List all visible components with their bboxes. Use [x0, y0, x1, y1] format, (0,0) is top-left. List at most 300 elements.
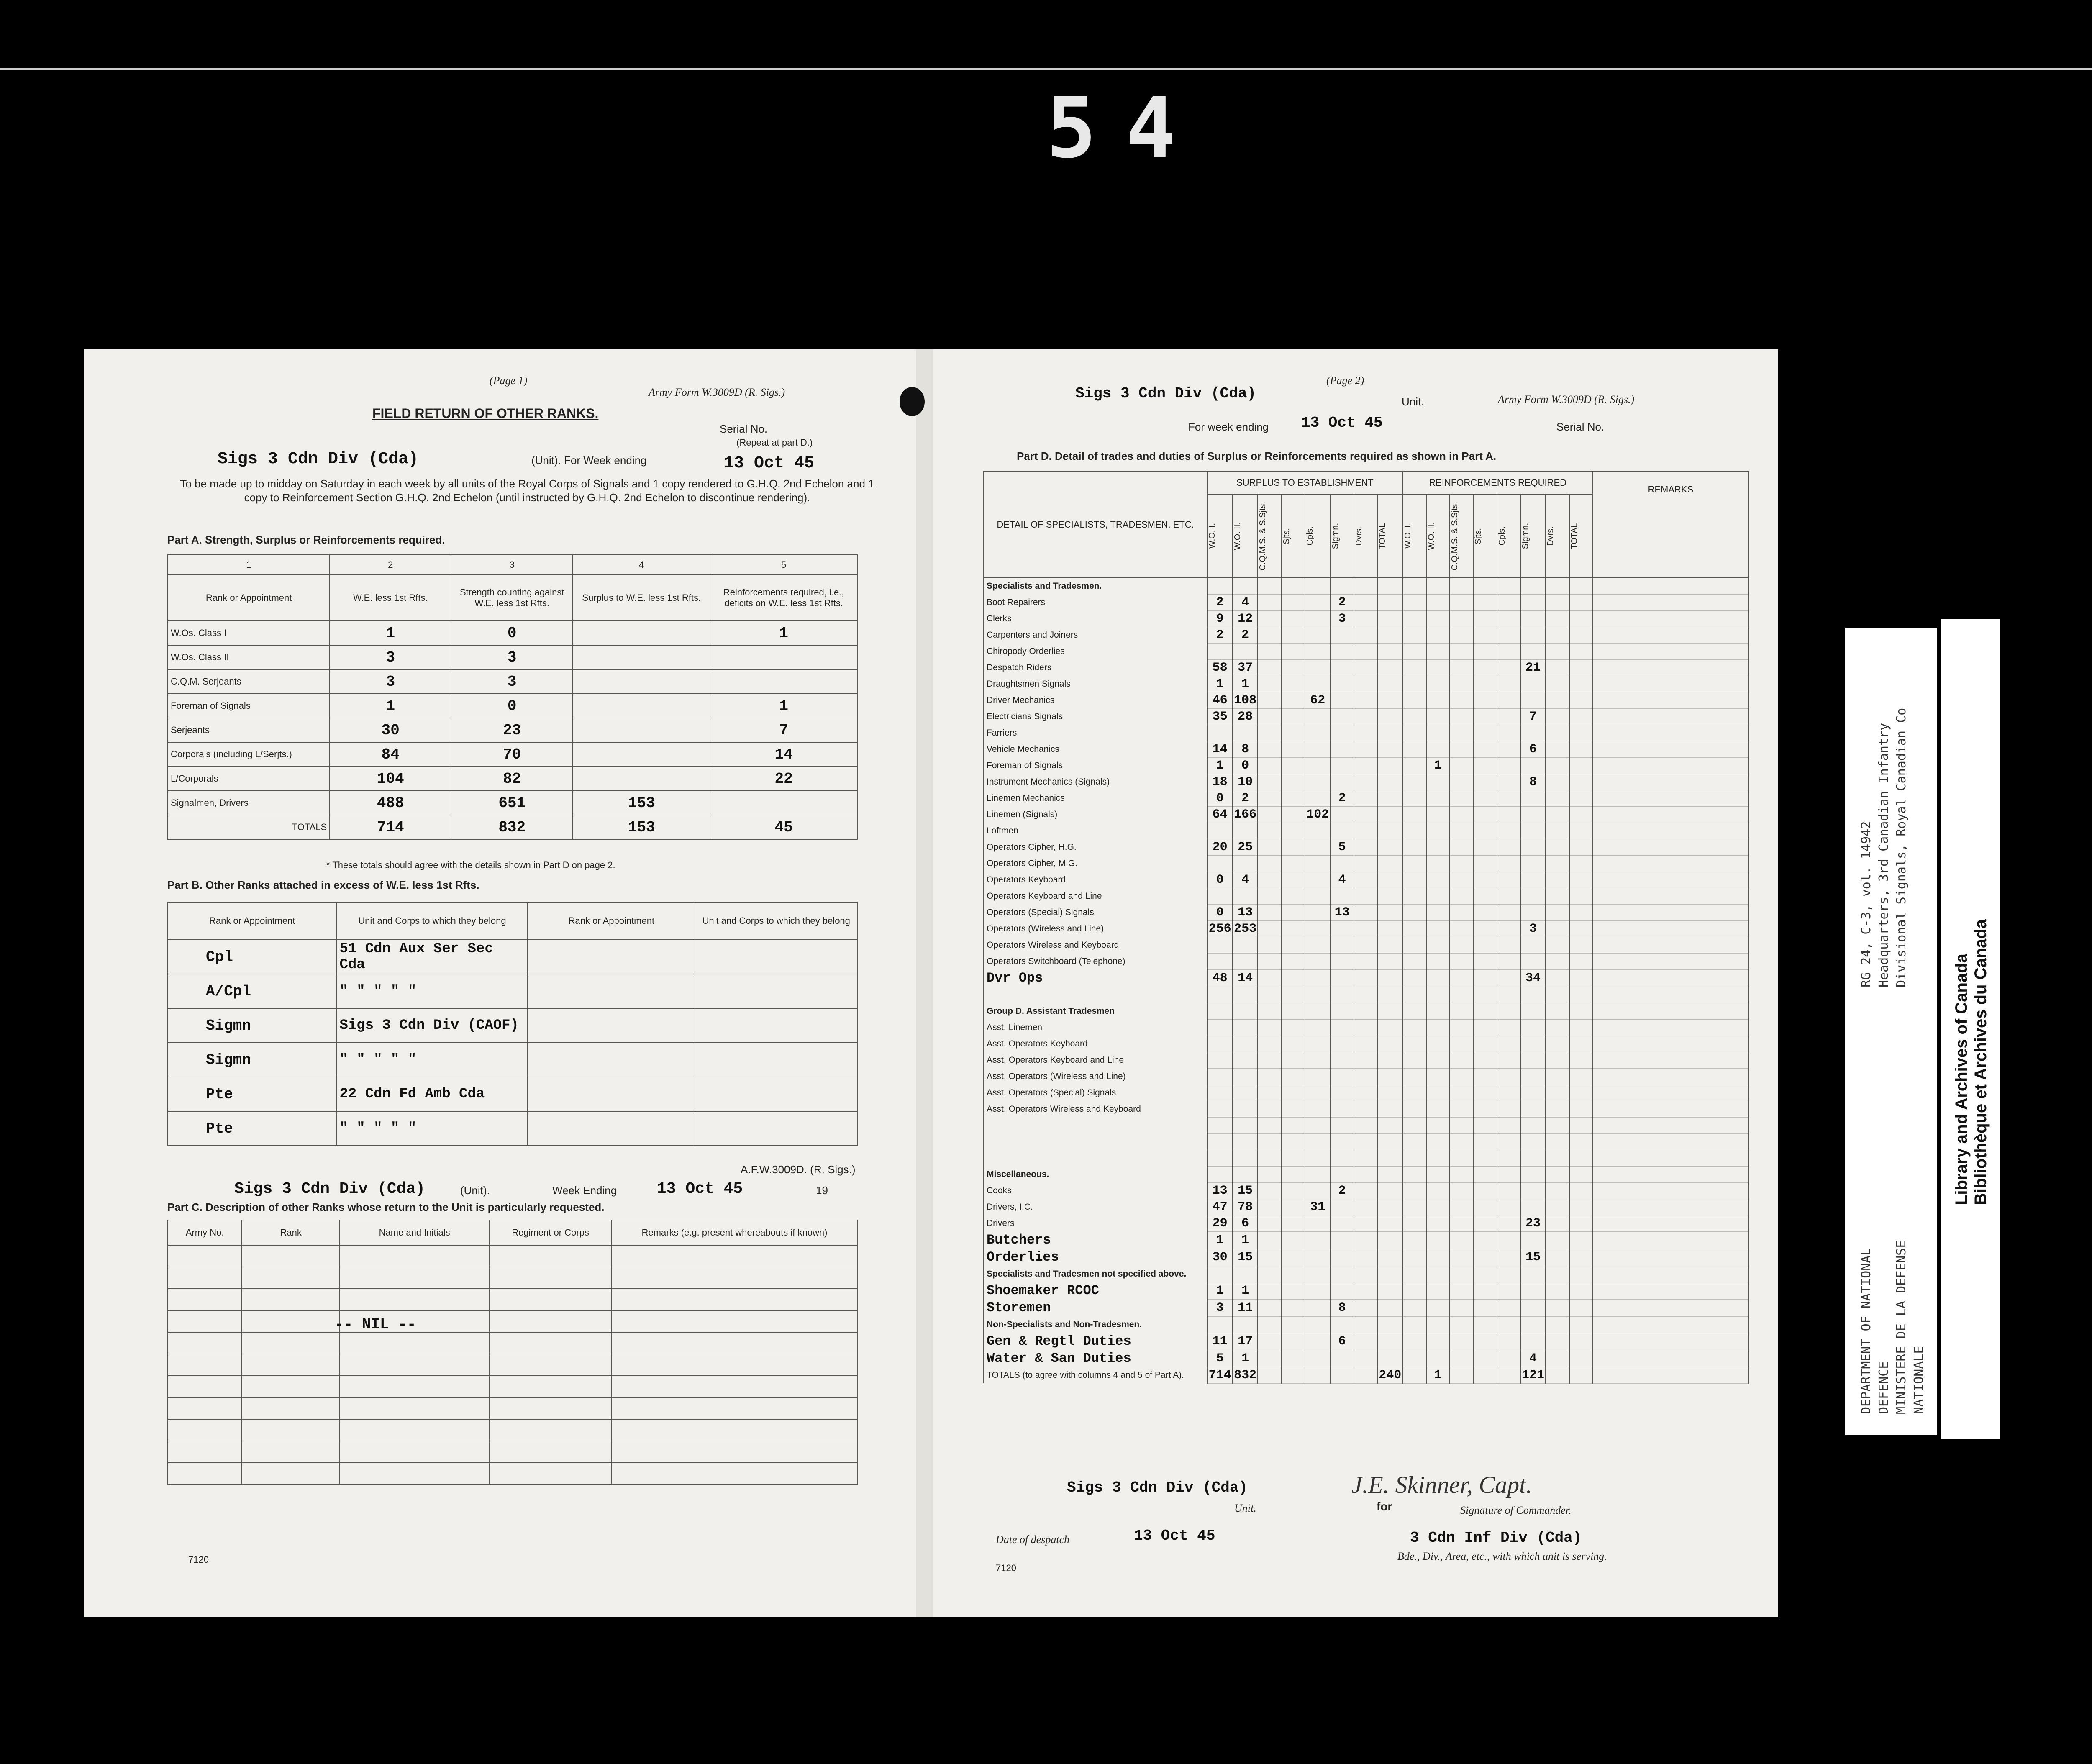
value-cell — [1305, 1101, 1331, 1117]
value-cell — [1569, 1249, 1593, 1266]
value-cell: 10 — [1233, 774, 1258, 790]
value-cell — [1354, 1166, 1377, 1182]
value-cell — [1520, 1282, 1546, 1299]
remarks-cell — [1593, 953, 1748, 969]
value-cell — [1450, 1266, 1473, 1282]
value-cell — [1233, 888, 1258, 904]
value-cell — [1520, 1231, 1546, 1249]
value-cell — [1258, 725, 1281, 741]
page2-unit-value: Sigs 3 Cdn Div (Cda) — [1075, 385, 1256, 402]
value-cell — [1450, 1019, 1473, 1036]
table-row — [984, 1249, 1748, 1266]
value-cell — [1377, 1199, 1403, 1215]
value-cell: 102 — [1305, 806, 1331, 823]
value-cell — [1377, 872, 1403, 888]
value-cell — [1569, 610, 1593, 627]
empty-cell — [612, 1419, 857, 1441]
table-row — [168, 1332, 857, 1354]
empty-cell — [242, 1419, 340, 1441]
value-cell — [1377, 888, 1403, 904]
value-cell — [1426, 676, 1450, 692]
value-cell — [1569, 692, 1593, 708]
table-row — [984, 953, 1748, 969]
value-cell: 8 — [1331, 1299, 1354, 1316]
header-rank: Rank or Appointment — [168, 575, 330, 621]
value-cell — [1207, 855, 1233, 872]
table-row — [984, 806, 1748, 823]
value-cell — [1546, 1333, 1569, 1350]
value-cell — [1207, 1316, 1233, 1333]
value-cell — [573, 645, 710, 669]
value-cell: 1 — [1207, 1282, 1233, 1299]
trade-label: Foreman of Signals — [984, 757, 1207, 774]
value-cell — [1497, 578, 1520, 594]
value-cell — [1282, 774, 1305, 790]
value-cell: 45 — [710, 815, 857, 839]
empty-cell — [242, 1289, 340, 1310]
value-cell — [1450, 1085, 1473, 1101]
rank-cell: Sigmn — [168, 1043, 336, 1077]
value-cell — [1233, 823, 1258, 839]
value-cell — [1354, 1333, 1377, 1350]
value-cell — [1450, 1117, 1473, 1133]
rank-cell: Cpl — [168, 940, 336, 974]
remarks-cell — [1593, 920, 1748, 937]
archive-description: Headquarters, 3rd Canadian Infantry — [1877, 723, 1891, 987]
value-cell — [1569, 774, 1593, 790]
value-cell — [1305, 1333, 1331, 1350]
value-cell — [1403, 1316, 1426, 1333]
value-cell — [1520, 1150, 1546, 1166]
value-cell — [1473, 1199, 1497, 1215]
value-cell — [1497, 741, 1520, 757]
value-cell — [1450, 676, 1473, 692]
value-cell — [1520, 610, 1546, 627]
value-cell — [1546, 855, 1569, 872]
table-row — [168, 1077, 857, 1111]
value-cell — [1207, 1036, 1233, 1052]
value-cell — [1497, 1282, 1520, 1299]
value-cell — [1377, 1133, 1403, 1150]
value-cell — [1305, 1166, 1331, 1182]
value-cell — [1258, 1333, 1281, 1350]
value-cell — [1520, 594, 1546, 610]
value-cell — [1207, 643, 1233, 659]
value-cell — [1497, 708, 1520, 725]
value-cell — [1331, 1117, 1354, 1133]
header-surplus: SURPLUS TO ESTABLISHMENT — [1207, 471, 1402, 494]
value-cell — [1233, 578, 1258, 594]
remarks-cell — [1593, 1052, 1748, 1068]
trade-label: Asst. Operators Keyboard — [984, 1036, 1207, 1052]
trade-label: Orderlies — [984, 1249, 1207, 1266]
value-cell — [573, 669, 710, 694]
value-cell — [1473, 1231, 1497, 1249]
value-cell: 58 — [1207, 659, 1233, 676]
value-cell: 11 — [1207, 1333, 1233, 1350]
trade-label: Vehicle Mechanics — [984, 741, 1207, 757]
value-cell — [1426, 627, 1450, 643]
value-cell — [1403, 1117, 1426, 1133]
value-cell: 15 — [1233, 1182, 1258, 1199]
page2-army-form: Army Form W.3009D (R. Sigs.) — [1498, 393, 1635, 405]
value-cell — [1497, 1117, 1520, 1133]
value-cell — [1450, 1231, 1473, 1249]
value-cell — [1426, 920, 1450, 937]
value-cell — [1546, 1117, 1569, 1133]
value-cell — [1377, 1333, 1403, 1350]
value-cell — [1354, 953, 1377, 969]
value-cell — [1473, 872, 1497, 888]
remarks-cell — [1593, 904, 1748, 920]
value-cell — [1403, 806, 1426, 823]
value-cell — [1377, 806, 1403, 823]
value-cell — [1258, 1068, 1281, 1085]
archive-dept-line: NATIONALE — [1912, 1346, 1926, 1414]
value-cell — [1305, 969, 1331, 987]
value-cell — [1258, 987, 1281, 1003]
sub-header — [1546, 494, 1569, 578]
value-cell — [1473, 643, 1497, 659]
value-cell — [1258, 806, 1281, 823]
value-cell — [1497, 1199, 1520, 1215]
value-cell — [1258, 1182, 1281, 1199]
sig-unit-value: Sigs 3 Cdn Div (Cda) — [1067, 1479, 1248, 1496]
page1-label: (Page 1) — [490, 374, 528, 387]
value-cell — [1354, 1085, 1377, 1101]
value-cell — [1233, 1316, 1258, 1333]
value-cell — [1426, 806, 1450, 823]
header-rank: Rank or Appointment — [168, 902, 336, 940]
value-cell — [1354, 1052, 1377, 1068]
value-cell — [1207, 578, 1233, 594]
value-cell — [1450, 823, 1473, 839]
value-cell: 714 — [330, 815, 451, 839]
value-cell — [1520, 725, 1546, 741]
value-cell — [1426, 1036, 1450, 1052]
value-cell — [1569, 659, 1593, 676]
remarks-cell — [1593, 1367, 1748, 1383]
value-cell — [1305, 1367, 1331, 1383]
value-cell — [1282, 1036, 1305, 1052]
value-cell — [1520, 888, 1546, 904]
empty-cell — [489, 1441, 612, 1463]
empty-cell — [168, 1463, 242, 1485]
trade-label: Chiropody Orderlies — [984, 643, 1207, 659]
archive-dept-line: DEPARTMENT OF NATIONAL — [1859, 1248, 1874, 1414]
header-strength: Strength counting against W.E. less 1st Rfts. — [451, 575, 573, 621]
value-cell: 104 — [330, 767, 451, 791]
value-cell — [1569, 643, 1593, 659]
value-cell — [1331, 1166, 1354, 1182]
page2-week-label: For week ending — [1188, 420, 1269, 433]
value-cell — [1426, 872, 1450, 888]
value-cell — [1450, 1367, 1473, 1383]
value-cell — [1377, 1282, 1403, 1299]
value-cell — [1497, 676, 1520, 692]
sub-header — [1282, 494, 1305, 578]
value-cell — [1354, 839, 1377, 855]
value-cell — [1377, 627, 1403, 643]
table-row — [984, 1036, 1748, 1052]
value-cell — [1354, 855, 1377, 872]
value-cell — [1497, 1350, 1520, 1367]
empty-cell — [340, 1441, 489, 1463]
value-cell — [1258, 1085, 1281, 1101]
trade-label: Specialists and Tradesmen not specified above. — [984, 1266, 1207, 1282]
value-cell — [1233, 1266, 1258, 1282]
value-cell — [1354, 676, 1377, 692]
value-cell — [1497, 806, 1520, 823]
table-row — [984, 676, 1748, 692]
header-rank: Rank — [242, 1220, 340, 1245]
value-cell — [1282, 1068, 1305, 1085]
value-cell — [1569, 839, 1593, 855]
value-cell — [1207, 1101, 1233, 1117]
value-cell — [1258, 676, 1281, 692]
value-cell — [1258, 1266, 1281, 1282]
value-cell — [1520, 839, 1546, 855]
value-cell — [1377, 1052, 1403, 1068]
value-cell: 34 — [1520, 969, 1546, 987]
value-cell — [1546, 823, 1569, 839]
value-cell — [1354, 806, 1377, 823]
trade-label: Linemen (Signals) — [984, 806, 1207, 823]
value-cell — [1546, 643, 1569, 659]
archive-dept-line: DEFENCE — [1877, 1361, 1891, 1414]
remarks-cell — [1593, 659, 1748, 676]
value-cell — [1426, 708, 1450, 725]
value-cell — [1450, 1350, 1473, 1367]
value-cell — [1282, 1150, 1305, 1166]
value-cell — [1331, 823, 1354, 839]
value-cell — [1258, 741, 1281, 757]
remarks-cell — [1593, 823, 1748, 839]
value-cell — [1377, 790, 1403, 806]
remarks-cell — [1593, 643, 1748, 659]
value-cell — [1282, 643, 1305, 659]
table-row — [168, 940, 857, 974]
page1-title: FIELD RETURN OF OTHER RANKS. — [372, 406, 599, 421]
page-2 — [933, 349, 1778, 1617]
value-cell — [1258, 872, 1281, 888]
value-cell — [1497, 627, 1520, 643]
empty-cell — [489, 1289, 612, 1310]
value-cell — [1520, 806, 1546, 823]
value-cell: 18 — [1207, 774, 1233, 790]
value-cell — [1305, 1350, 1331, 1367]
trade-label: Farriers — [984, 725, 1207, 741]
value-cell: 22 — [710, 767, 857, 791]
col-number: 1 — [168, 555, 330, 575]
value-cell — [1403, 757, 1426, 774]
value-cell — [1354, 888, 1377, 904]
section-heading-row — [984, 1316, 1748, 1333]
trade-label: Clerks — [984, 610, 1207, 627]
value-cell — [1331, 1019, 1354, 1036]
empty-cell — [612, 1441, 857, 1463]
value-cell — [1569, 823, 1593, 839]
value-cell — [1258, 888, 1281, 904]
value-cell — [1403, 1350, 1426, 1367]
value-cell — [1403, 708, 1426, 725]
trade-label: Asst. Operators (Special) Signals — [984, 1085, 1207, 1101]
value-cell — [1403, 839, 1426, 855]
value-cell — [1403, 1182, 1426, 1199]
value-cell — [1426, 659, 1450, 676]
trade-label: Asst. Linemen — [984, 1019, 1207, 1036]
table-row — [984, 1199, 1748, 1215]
bde-value: 3 Cdn Inf Div (Cda) — [1410, 1529, 1582, 1546]
page-fold — [916, 349, 933, 1617]
value-cell — [1207, 1150, 1233, 1166]
value-cell — [1331, 757, 1354, 774]
value-cell — [1473, 1003, 1497, 1019]
value-cell — [1354, 1003, 1377, 1019]
value-cell — [1403, 790, 1426, 806]
value-cell — [1569, 725, 1593, 741]
value-cell — [1450, 692, 1473, 708]
value-cell — [1569, 1003, 1593, 1019]
value-cell — [1305, 1215, 1331, 1231]
value-cell — [1426, 725, 1450, 741]
value-cell — [1450, 1299, 1473, 1316]
value-cell — [1258, 659, 1281, 676]
header-unit: Unit and Corps to which they belong — [695, 902, 857, 940]
col-number: 2 — [330, 555, 451, 575]
value-cell — [1473, 757, 1497, 774]
value-cell: 7 — [710, 718, 857, 742]
value-cell — [1331, 1133, 1354, 1150]
table-row — [168, 815, 857, 839]
remarks-cell — [1593, 627, 1748, 643]
value-cell — [1497, 904, 1520, 920]
value-cell — [1331, 806, 1354, 823]
table-row — [984, 725, 1748, 741]
value-cell — [1520, 1117, 1546, 1133]
value-cell — [1450, 1003, 1473, 1019]
remarks-cell — [1593, 987, 1748, 1003]
table-row — [168, 669, 857, 694]
empty-cell — [612, 1245, 857, 1267]
value-cell — [1473, 1085, 1497, 1101]
empty-cell — [242, 1463, 340, 1485]
value-cell — [1450, 1215, 1473, 1231]
value-cell — [1207, 1117, 1233, 1133]
trade-label — [984, 1117, 1207, 1133]
value-cell — [1497, 725, 1520, 741]
value-cell — [1403, 904, 1426, 920]
value-cell — [1497, 1249, 1520, 1266]
value-cell — [1377, 839, 1403, 855]
value-cell — [1520, 904, 1546, 920]
value-cell: 14 — [1233, 969, 1258, 987]
value-cell — [1258, 1316, 1281, 1333]
value-cell — [1377, 1003, 1403, 1019]
value-cell — [1450, 1199, 1473, 1215]
value-cell: 12 — [1233, 610, 1258, 627]
value-cell — [1426, 1215, 1450, 1231]
value-cell — [1331, 1215, 1354, 1231]
value-cell: 1 — [1207, 757, 1233, 774]
value-cell — [1207, 725, 1233, 741]
empty-cell — [612, 1267, 857, 1289]
value-cell — [1426, 1231, 1450, 1249]
trade-label: Despatch Riders — [984, 659, 1207, 676]
value-cell — [1473, 594, 1497, 610]
value-cell — [1331, 1249, 1354, 1266]
value-cell — [1497, 1003, 1520, 1019]
value-cell — [1282, 610, 1305, 627]
value-cell: 1 — [330, 621, 451, 645]
value-cell: 78 — [1233, 1199, 1258, 1215]
value-cell — [1569, 806, 1593, 823]
remarks-cell — [1593, 1166, 1748, 1182]
value-cell — [1282, 594, 1305, 610]
value-cell — [1473, 1299, 1497, 1316]
trade-label: Operators Wireless and Keyboard — [984, 937, 1207, 953]
remarks-cell — [1593, 1036, 1748, 1052]
value-cell — [1403, 969, 1426, 987]
value-cell — [1403, 692, 1426, 708]
value-cell — [1497, 1266, 1520, 1282]
value-cell: 1 — [1233, 1282, 1258, 1299]
empty-cell — [168, 1332, 242, 1354]
value-cell — [1497, 953, 1520, 969]
value-cell — [1569, 1231, 1593, 1249]
table-row — [984, 774, 1748, 790]
value-cell — [1258, 692, 1281, 708]
trade-label: Loftmen — [984, 823, 1207, 839]
value-cell: 256 — [1207, 920, 1233, 937]
table-row — [984, 1019, 1748, 1036]
value-cell — [1569, 1085, 1593, 1101]
value-cell — [1403, 1036, 1426, 1052]
value-cell — [1473, 627, 1497, 643]
value-cell — [1426, 1182, 1450, 1199]
value-cell — [1450, 1182, 1473, 1199]
value-cell — [1377, 578, 1403, 594]
value-cell — [1233, 1150, 1258, 1166]
value-cell — [1546, 627, 1569, 643]
value-cell — [1473, 1117, 1497, 1133]
empty-cell — [612, 1397, 857, 1419]
value-cell — [1403, 1052, 1426, 1068]
value-cell: 70 — [451, 742, 573, 767]
table-row — [984, 1367, 1748, 1383]
value-cell — [1282, 790, 1305, 806]
value-cell — [1258, 937, 1281, 953]
rank-cell — [528, 974, 695, 1008]
value-cell: 9 — [1207, 610, 1233, 627]
value-cell — [1282, 1052, 1305, 1068]
value-cell — [1403, 872, 1426, 888]
table-row — [984, 1215, 1748, 1231]
value-cell — [1546, 1101, 1569, 1117]
value-cell — [1569, 741, 1593, 757]
rank-cell: Sigmn — [168, 1008, 336, 1043]
value-cell: 1 — [710, 694, 857, 718]
value-cell — [1450, 627, 1473, 643]
value-cell — [1450, 1166, 1473, 1182]
remarks-cell — [1593, 1019, 1748, 1036]
value-cell — [1426, 741, 1450, 757]
section-heading-row — [984, 578, 1748, 594]
value-cell: 4 — [1520, 1350, 1546, 1367]
table-row — [984, 594, 1748, 610]
value-cell — [1473, 1282, 1497, 1299]
rank-cell: W.Os. Class II — [168, 645, 330, 669]
